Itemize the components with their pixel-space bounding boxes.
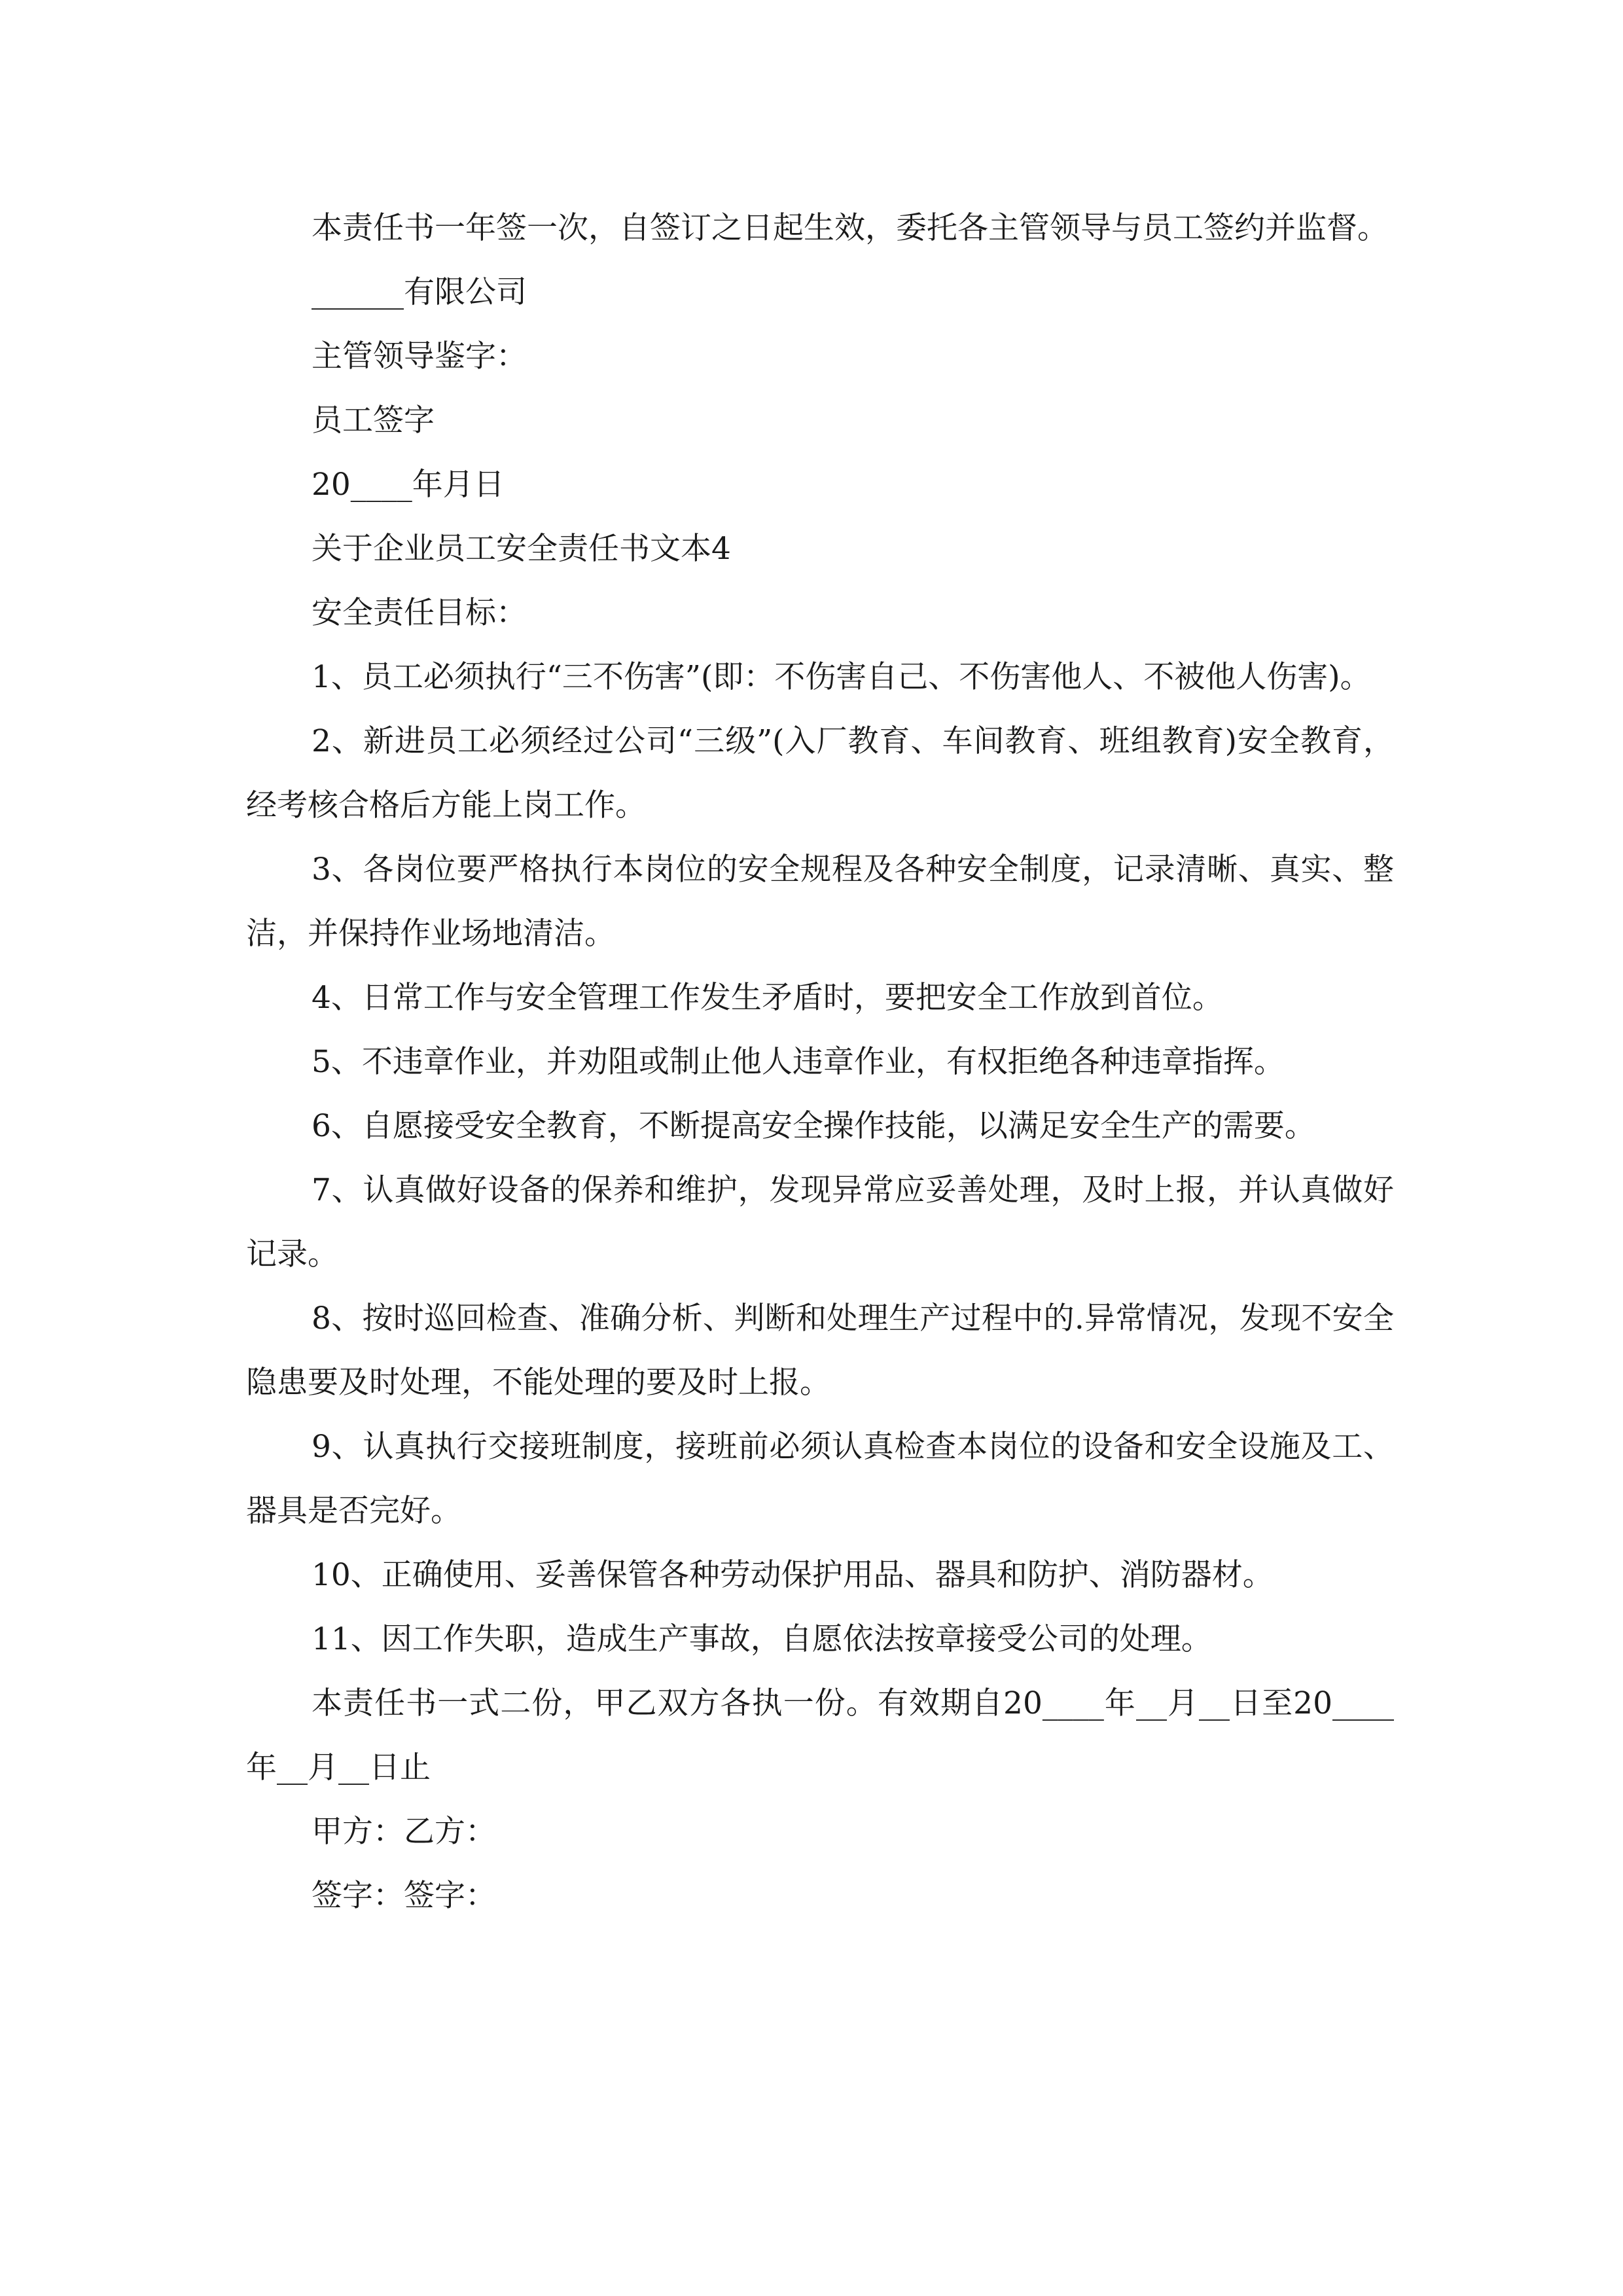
date-line: 20____年月日: [312, 467, 505, 503]
paragraph-validity: 本责任书一年签一次，自签订之日起生效，委托各主管领导与员工签约并监督。: [312, 210, 1388, 246]
list-item-3: 3、各岗位要严格执行本岗位的安全规程及各种安全制度，记录清晰、真实、整洁，并保持作业场地清洁。: [246, 852, 1394, 952]
company-name-line: ______有限公司: [312, 274, 527, 310]
party-b-label: 乙方：: [404, 1814, 496, 1850]
goals-heading: 安全责任目标：: [312, 595, 527, 631]
party-row: [246, 1800, 1394, 1864]
party-a-signature-label: 签字：: [312, 1878, 404, 1914]
section-title: 关于企业员工安全责任书文本4: [312, 531, 731, 567]
party-b-signature-label: 签字：: [404, 1878, 496, 1914]
list-item-6: 6、自愿接受安全教育，不断提高安全操作技能，以满足安全生产的需要。: [312, 1108, 1315, 1144]
signature-row: [246, 1864, 1394, 1928]
list-item-1: 1、员工必须执行“三不伤害”(即：不伤害自己、不伤害他人、不被他人伤害)。: [312, 659, 1371, 695]
party-a-label: 甲方：: [312, 1814, 404, 1850]
list-item-5: 5、不违章作业，并劝阻或制止他人违章作业，有权拒绝各种违章指挥。: [312, 1044, 1285, 1080]
list-item-11: 11、因工作失职，造成生产事故，自愿依法按章接受公司的处理。: [312, 1621, 1212, 1657]
list-item-4: 4、日常工作与安全管理工作发生矛盾时，要把安全工作放到首位。: [312, 980, 1223, 1016]
employee-signature-label: 员工签字: [312, 403, 435, 439]
list-item-8: 8、按时巡回检查、准确分析、判断和处理生产过程中的.异常情况，发现不安全隐患要及时处理，不能处理的要及时上报。: [246, 1300, 1394, 1401]
list-item-2: 2、新进员工必须经过公司“三级”(入厂教育、车间教育、班组教育)安全教育，经考核合格后方能上岗工作。: [246, 723, 1394, 823]
list-item-10: 10、正确使用、妥善保管各种劳动保护用品、器具和防护、消防器材。: [312, 1557, 1274, 1593]
document-body: [246, 196, 1394, 1928]
list-item-7: 7、认真做好设备的保养和维护，发现异常应妥善处理，及时上报，并认真做好记录。: [246, 1172, 1394, 1272]
list-item-9: 9、认真执行交接班制度，接班前必须认真检查本岗位的设备和安全设施及工、器具是否完好。: [246, 1429, 1394, 1529]
supervisor-signature-label: 主管领导鉴字：: [312, 338, 527, 374]
paragraph-copies-validity: 本责任书一式二份，甲乙双方各执一份。有效期自20____年__月__日至20____年__月__日止: [246, 1685, 1394, 1785]
